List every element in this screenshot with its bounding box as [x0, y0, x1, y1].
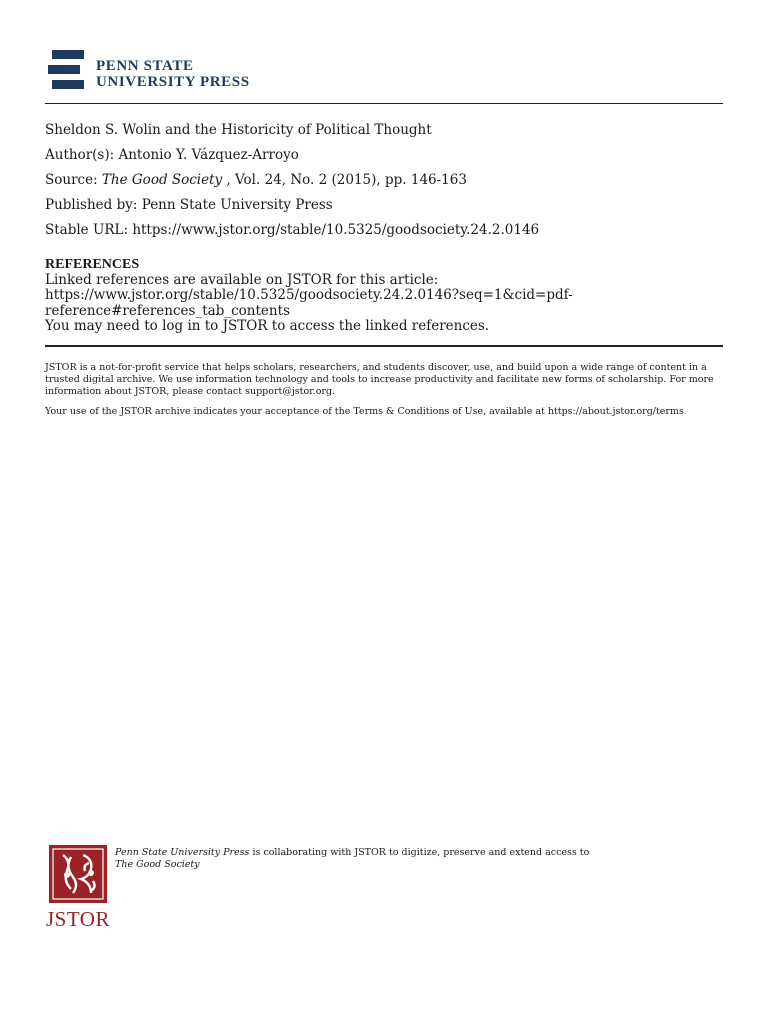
author-row	[45, 143, 539, 168]
collaboration-line-2	[115, 859, 589, 871]
collaboration-journal: The Good Society	[115, 859, 200, 870]
publisher-name-line2: UNIVERSITY PRESS	[96, 74, 250, 90]
references-link-line-1[interactable]: https://www.jstor.org/stable/10.5325/goodsociety.24.2.0146?seq=1&cid=pdf-	[45, 287, 573, 303]
jstor-notice-paragraph-2: Your use of the JSTOR archive indicates your acceptance of the Terms & Conditions of Use, available at https://about.jstor.org/terms	[45, 406, 684, 417]
collaboration-line-1	[115, 847, 589, 859]
article-title: Sheldon S. Wolin and the Historicity of Political Thought	[45, 122, 432, 138]
article-metadata	[45, 118, 539, 243]
references-section	[45, 257, 573, 335]
collaboration-text: is collaborating with JSTOR to digitize, preserve and extend access to	[249, 847, 590, 858]
references-link-line-2[interactable]: reference#references_tab_contents	[45, 302, 290, 319]
published-label: Published by:	[45, 197, 142, 213]
jstor-notice	[45, 362, 725, 426]
collaboration-partner: Penn State University Press	[115, 847, 250, 858]
header-divider	[45, 103, 723, 104]
stable-url-row	[45, 218, 539, 243]
jstor-wordmark: JSTOR	[46, 907, 110, 931]
publisher-name-line1: PENN STATE	[96, 58, 194, 74]
references-login-note: You may need to log in to JSTOR to access the linked references.	[45, 318, 490, 334]
penn-state-logo-icon	[48, 50, 84, 90]
stable-url-label: Stable URL:	[45, 222, 133, 238]
references-line-1: Linked references are available on JSTOR for this article:	[45, 271, 439, 288]
jstor-notice-paragraph-1: JSTOR is a not-for-profit service that helps scholars, researchers, and students discover, use, and build upon a wide range of content in a trusted digital archive. We use information technology and tools to increase productivity and facilitate new forms of scholarship. For more information about JSTOR, please contact support@jstor.org.	[45, 362, 714, 397]
published-row	[45, 193, 539, 218]
source-details: , Vol. 24, No. 2 (2015), pp. 146-163	[222, 172, 467, 188]
author-label: Author(s):	[45, 147, 119, 163]
stable-url-link[interactable]: https://www.jstor.org/stable/10.5325/goodsociety.24.2.0146	[132, 222, 540, 238]
journal-title: The Good Society	[101, 172, 223, 188]
author-name: Antonio Y. Vázquez-Arroyo	[118, 147, 299, 163]
publisher-text: Penn State University Press	[141, 197, 333, 213]
references-heading: REFERENCES	[45, 257, 140, 272]
section-divider	[45, 345, 723, 347]
publisher-name	[96, 58, 250, 90]
source-label: Source:	[45, 172, 102, 188]
collaboration-note	[115, 847, 589, 871]
source-row	[45, 168, 539, 193]
